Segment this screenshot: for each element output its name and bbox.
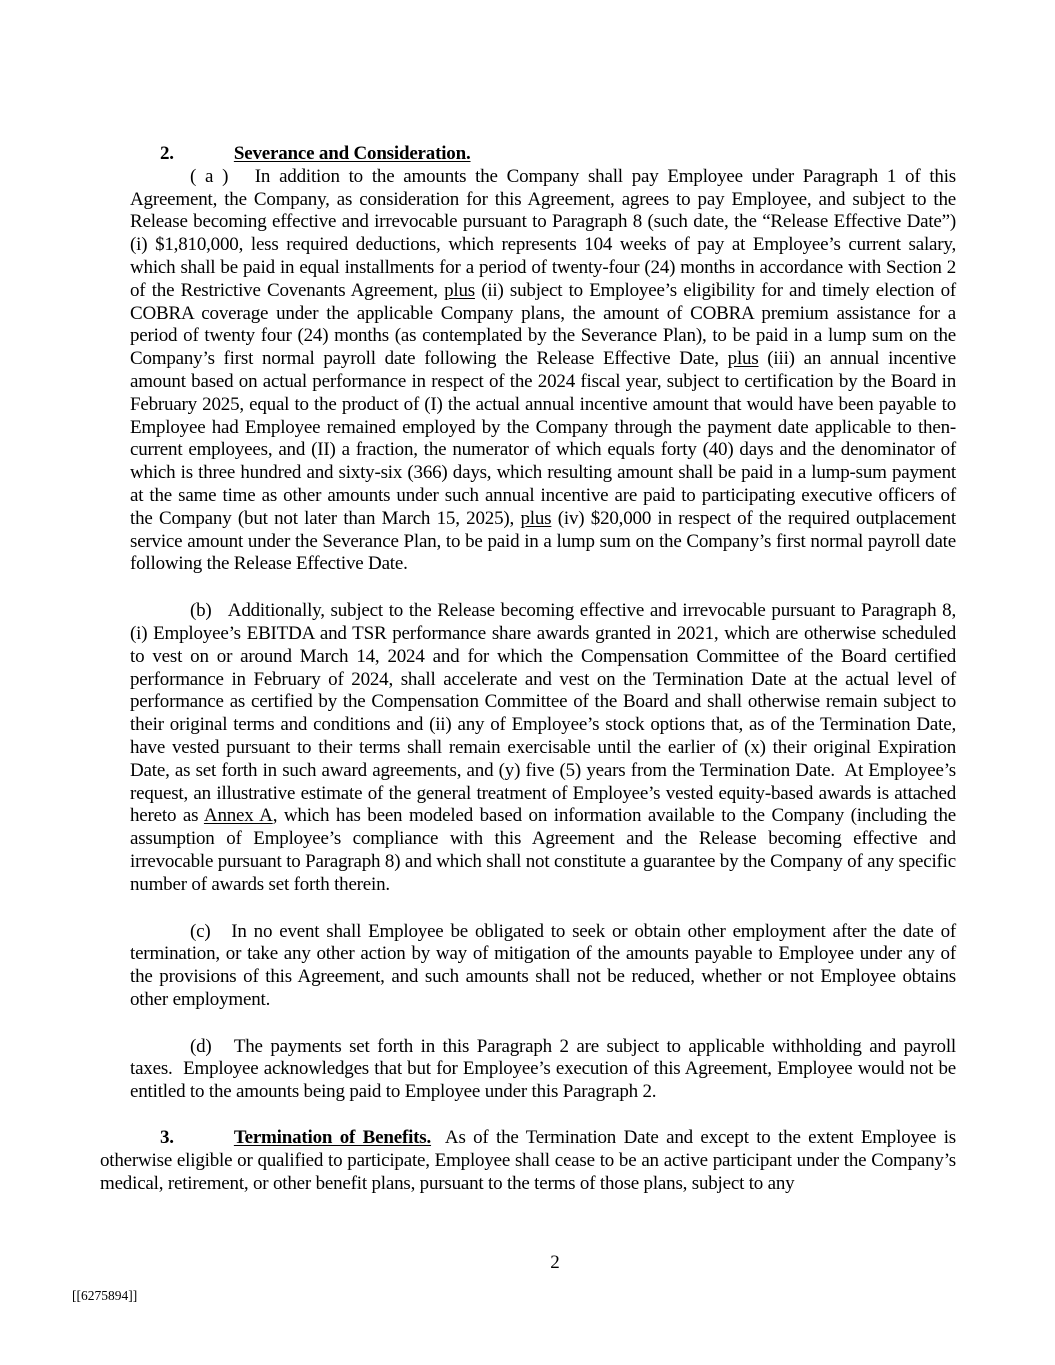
- text-run: (c) In no event shall Employee be obligated to seek or obtain other employment after the date of termination, or take any other action by way of mitigation of the amounts payable to Employee under any of the provisions of this Agreement, and such amounts shall not be reduced, whether or not Employee obtains other employment.: [130, 920, 956, 1010]
- paragraph-2b: [130, 600, 956, 896]
- paragraph-2d: [130, 1036, 956, 1104]
- text-run: ( a ) In addition to the amounts the Company shall pay Employee under Paragraph 1 of this Agreement, the Company, as consideration for this Agreement, agrees to pay Employee, and subject to the Release becoming effective and irrevocable pursuant to Paragraph 8 (such date, the “Release Effective Date”) (i) $1,810,000, less required deductions, which represents 104 weeks of pay at Employee’s current salary, which shall be paid in equal installments for a period of twenty-four (24) months in accordance with Section 2 of the Restrictive Covenants Agreement,: [130, 165, 956, 301]
- text-run: (b) Additionally, subject to the Release becoming effective and irrevocable pursuant to Paragraph 8, (i) Employee’s EBITDA and TSR performance share awards granted in 2021, which are otherwise scheduled to vest on or around March 14, 2024 and for which the Compensation Committee of the Board certified performance in February of 2024, shall accelerate and vest on the Termination Date at the actual level of performance as certified by the Compensation Committee of the Board and shall otherwise remain subject to their original terms and conditions and (ii) any of Employee’s stock options that, as of the Termination Date, have vested pursuant to their terms shall remain exercisable until the earlier of (x) their original Expiration Date, as set forth in such award agreements, and (y) five (5) years from the Termination Date. At Employee’s request, an illustrative estimate of the general treatment of Employee’s vested equity-based awards is attached hereto as: [130, 600, 956, 827]
- underlined-text-run: plus: [727, 348, 759, 370]
- document-id-stamp: [[6275894]]: [72, 1288, 138, 1303]
- underlined-text-run: plus: [520, 507, 552, 529]
- section-2-heading: [130, 143, 956, 166]
- text-run: (d) The payments set forth in this Paragraph 2 are subject to applicable withholding and payroll taxes. Employee acknowledges that but for Employee’s execution of this Agreement, Employee would not be entitled to the amounts being paid to Employee under this Paragraph 2.: [130, 1035, 956, 1103]
- text-run: (iv) $20,000 in respect of the required outplacement service amount under the Severance Plan, to be paid in a lump sum on the Company’s first normal payroll date following the Release Effective Date.: [130, 507, 956, 575]
- underlined-text-run: plus: [444, 279, 475, 301]
- section-2-title: Severance and Consideration.: [233, 143, 471, 164]
- page-number: 2: [550, 1252, 560, 1273]
- text-run: , which has been modeled based on information available to the Company (including the assumption of Employee’s compliance with this Agreement and the Release becoming effective and irrevocable pursuant to Paragraph 8) and which shall not constitute a guarantee by the Company of any specific number of awards set forth therein.: [130, 805, 956, 895]
- section-termination-of-benefits: [100, 1127, 956, 1195]
- underlined-text-run: Annex A: [203, 805, 273, 827]
- paragraph-2a: [130, 166, 956, 576]
- text-run: (ii) subject to Employee’s eligibility for and timely election of COBRA coverage under the applicable Company plans, the amount of COBRA premium assistance for a period of twenty four (24) months (as contemplated by the Severance Plan), to be paid in a lump sum on the Company’s first normal payroll date following the Release Effective Date,: [130, 279, 957, 370]
- document-body: [100, 143, 956, 1195]
- section-2-number: 2.: [160, 143, 174, 164]
- section-severance-and-consideration: [130, 143, 956, 1104]
- paragraph-2c: [130, 921, 956, 1012]
- text-run: 3.: [160, 1127, 174, 1149]
- underlined-text-run: Termination of Benefits.: [233, 1127, 432, 1149]
- text-run: As of the Termination Date and except to the extent Employee is otherwise eligible or qualified to participate, Employee shall cease to be an active participant under the Company’s medical, retirement, or other benefit plans, pursuant to the terms of those plans, subject to any: [100, 1127, 956, 1194]
- text-run: (iii) an annual incentive amount based on actual performance in respect of the 2024 fiscal year, subject to certification by the Board in February 2025, equal to the product of (I) the actual annual incentive amount that would have been payable to Employee had Employee remained employed by the Company through the payment date applicable to then-current employees, and (II) a fraction, the numerator of which equals forty (40) days and the denominator of which is three hundred and sixty-six (366) days, which resulting amount shall be paid in a lump-sum payment at the same time as other amounts under such annual incentive are paid to participating executive officers of the Company (but not later than March 15, 2025),: [130, 348, 956, 529]
